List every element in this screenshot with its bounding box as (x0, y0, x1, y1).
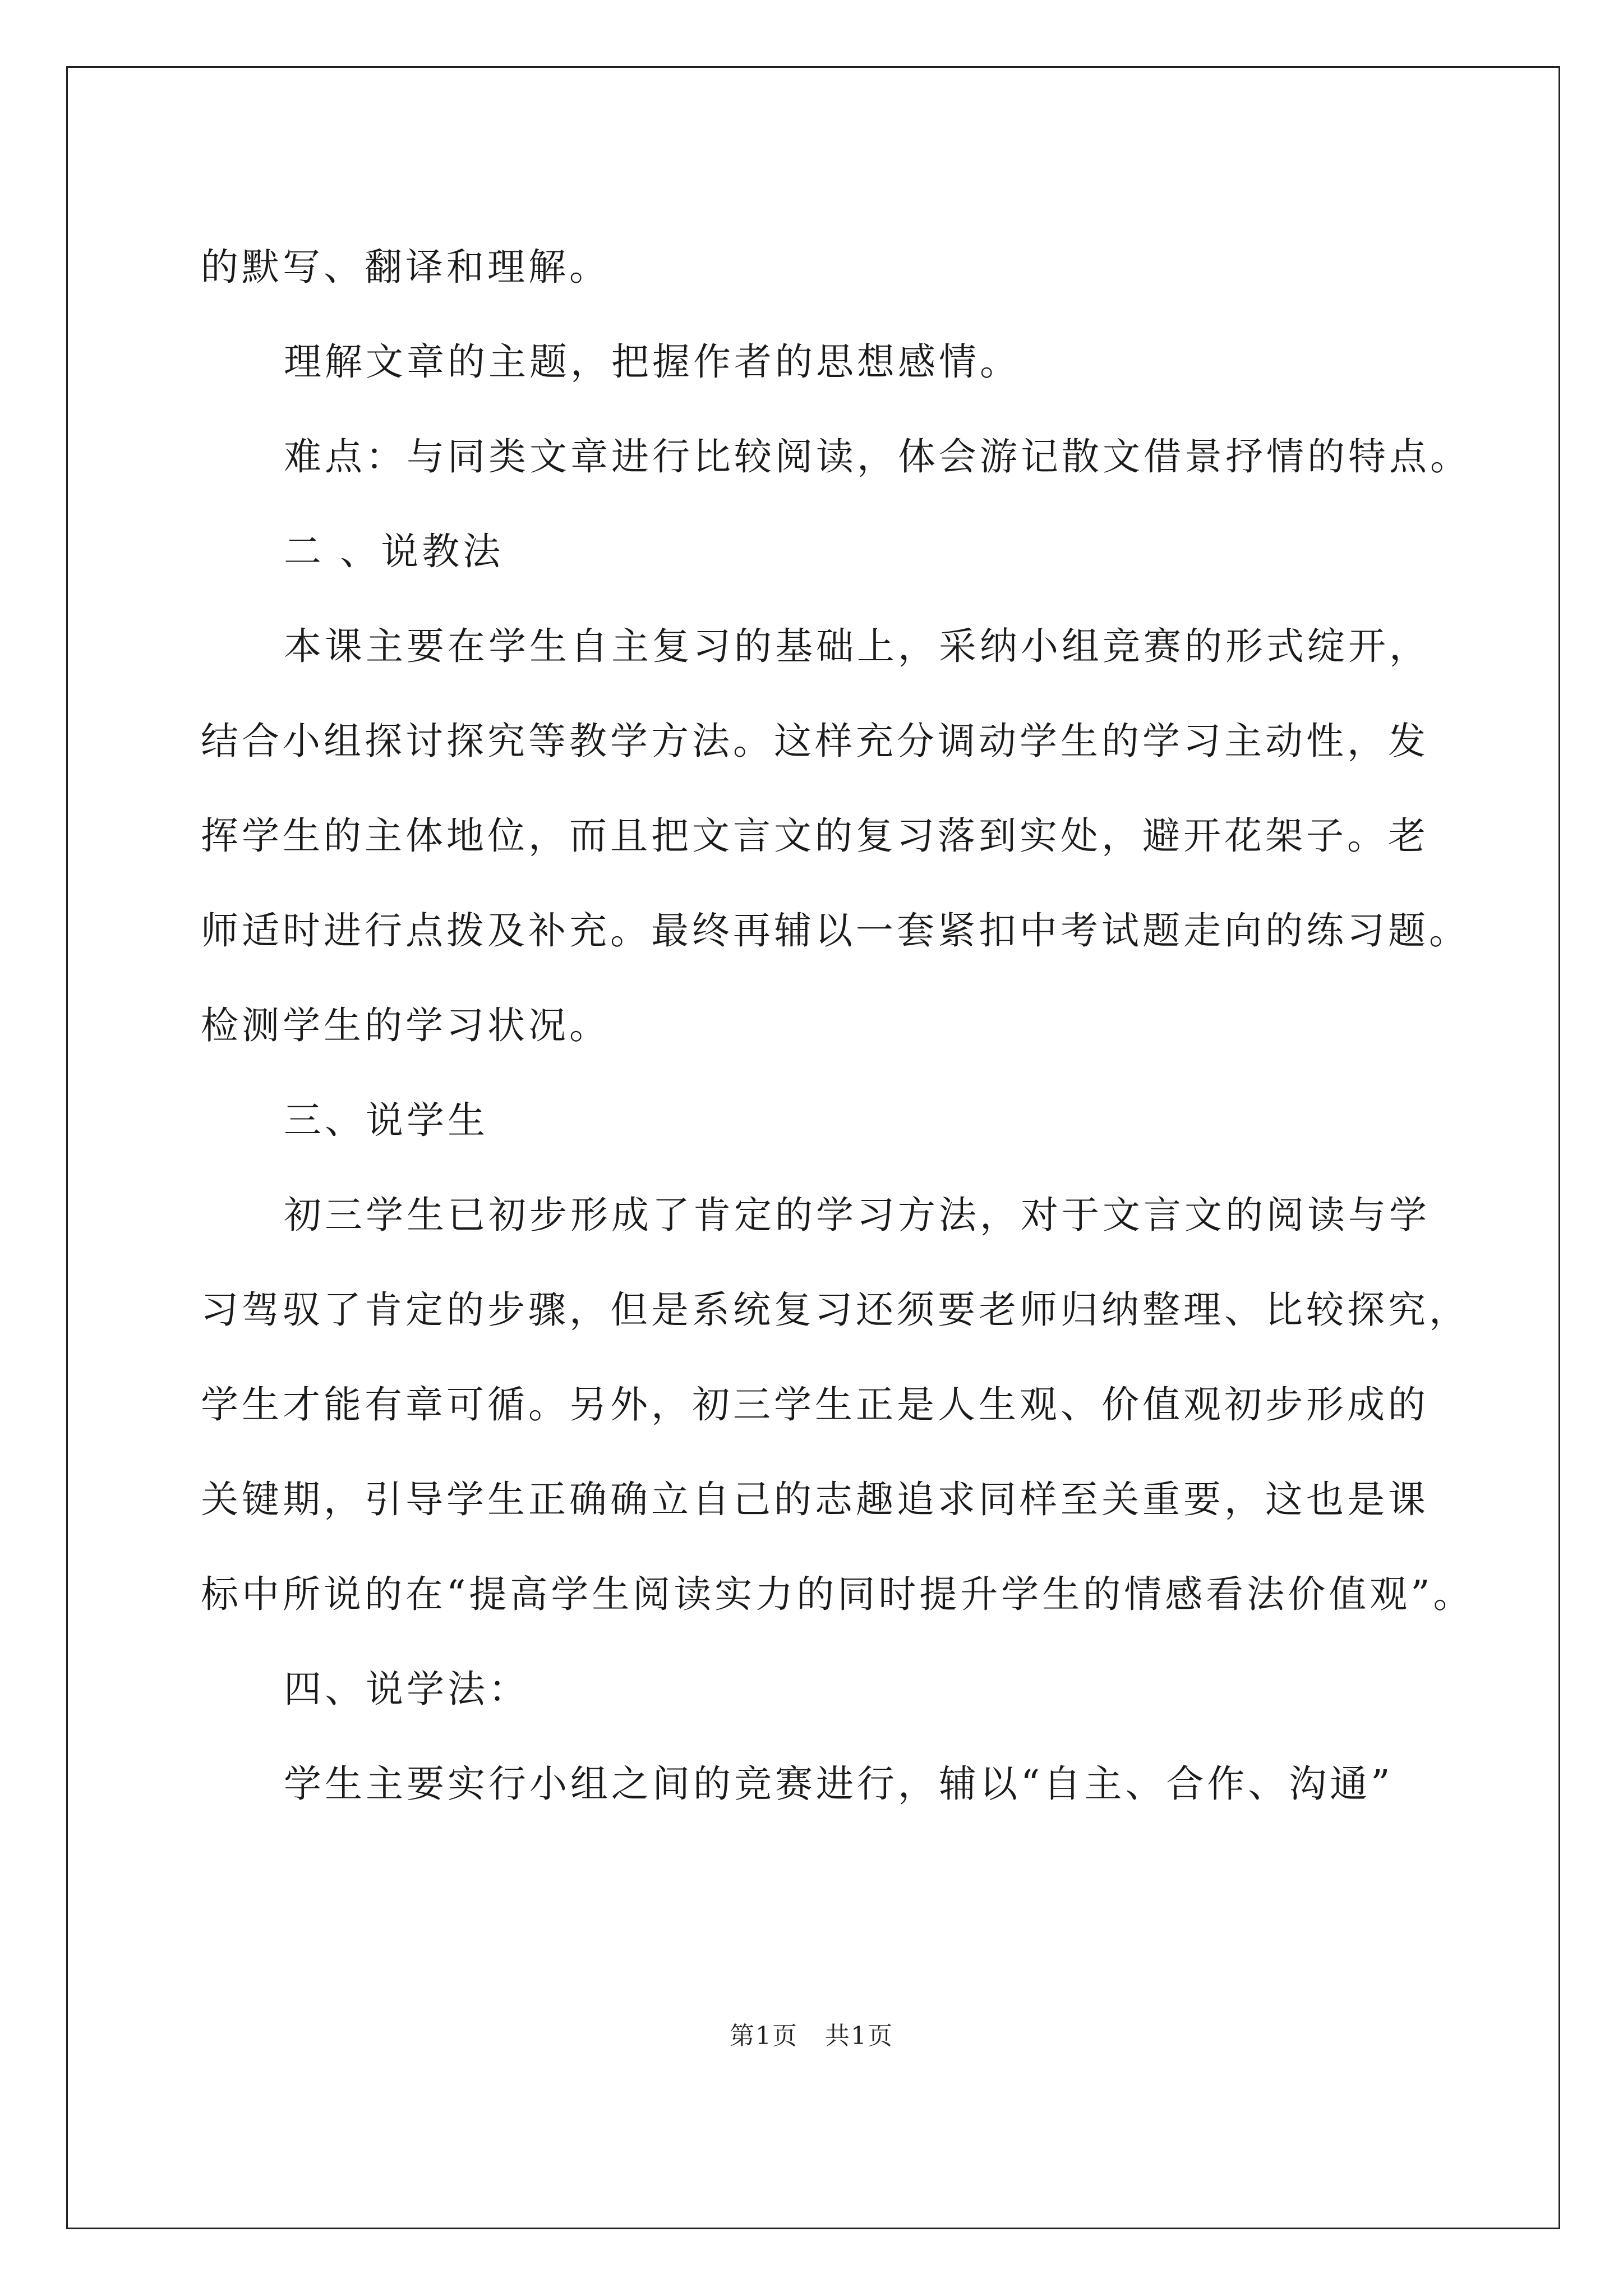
text-line: 挥学生的主体地位，而且把文言文的复习落到实处，避开花架子。老 (201, 814, 1429, 858)
text-line: 习驾驭了肯定的步骤，但是系统复习还须要老师归纳整理、比较探究， (201, 1288, 1470, 1332)
page-footer (0, 2019, 1623, 2053)
text-line: 结合小组探讨探究等教学方法。这样充分调动学生的学习主动性，发 (201, 719, 1429, 763)
text-line: 关键期，引导学生正确确立自己的志趣追求同样至关重要，这也是课 (201, 1478, 1429, 1521)
section-heading-students: 三、说学生 (284, 1098, 488, 1142)
text-line: 检测学生的学习状况。 (201, 1004, 610, 1047)
text-line: 师适时进行点拨及补充。最终再辅以一套紧扣中考试题走向的练习题。 (201, 909, 1470, 953)
text-line: 学生主要实行小组之间的竞赛进行，辅以“自主、合作、沟通” (284, 1762, 1394, 1806)
section-heading-teaching-method: 二 、说教法 (284, 530, 504, 573)
text-line: 本课主要在学生自主复习的基础上，采纳小组竞赛的形式绽开， (284, 624, 1430, 668)
text-line: 理解文章的主题，把握作者的思想感情。 (284, 340, 1021, 384)
section-heading-learning-method: 四、说学法： (284, 1667, 529, 1711)
page-number: 第1页 (730, 2022, 798, 2050)
text-line: 学生才能有章可循。另外，初三学生正是人生观、价值观初步形成的 (201, 1383, 1429, 1427)
text-line: 初三学生已初步形成了肯定的学习方法，对于文言文的阅读与学 (284, 1193, 1430, 1237)
page-total: 共1页 (825, 2022, 893, 2050)
document-body (201, 220, 1474, 1832)
text-line: 标中所说的在“提高学生阅读实力的同时提升学生的情感看法价值观”。 (201, 1572, 1474, 1616)
text-line: 难点：与同类文章进行比较阅读，体会游记散文借景抒情的特点。 (284, 435, 1471, 478)
text-line: 的默写、翻译和理解。 (201, 245, 610, 289)
